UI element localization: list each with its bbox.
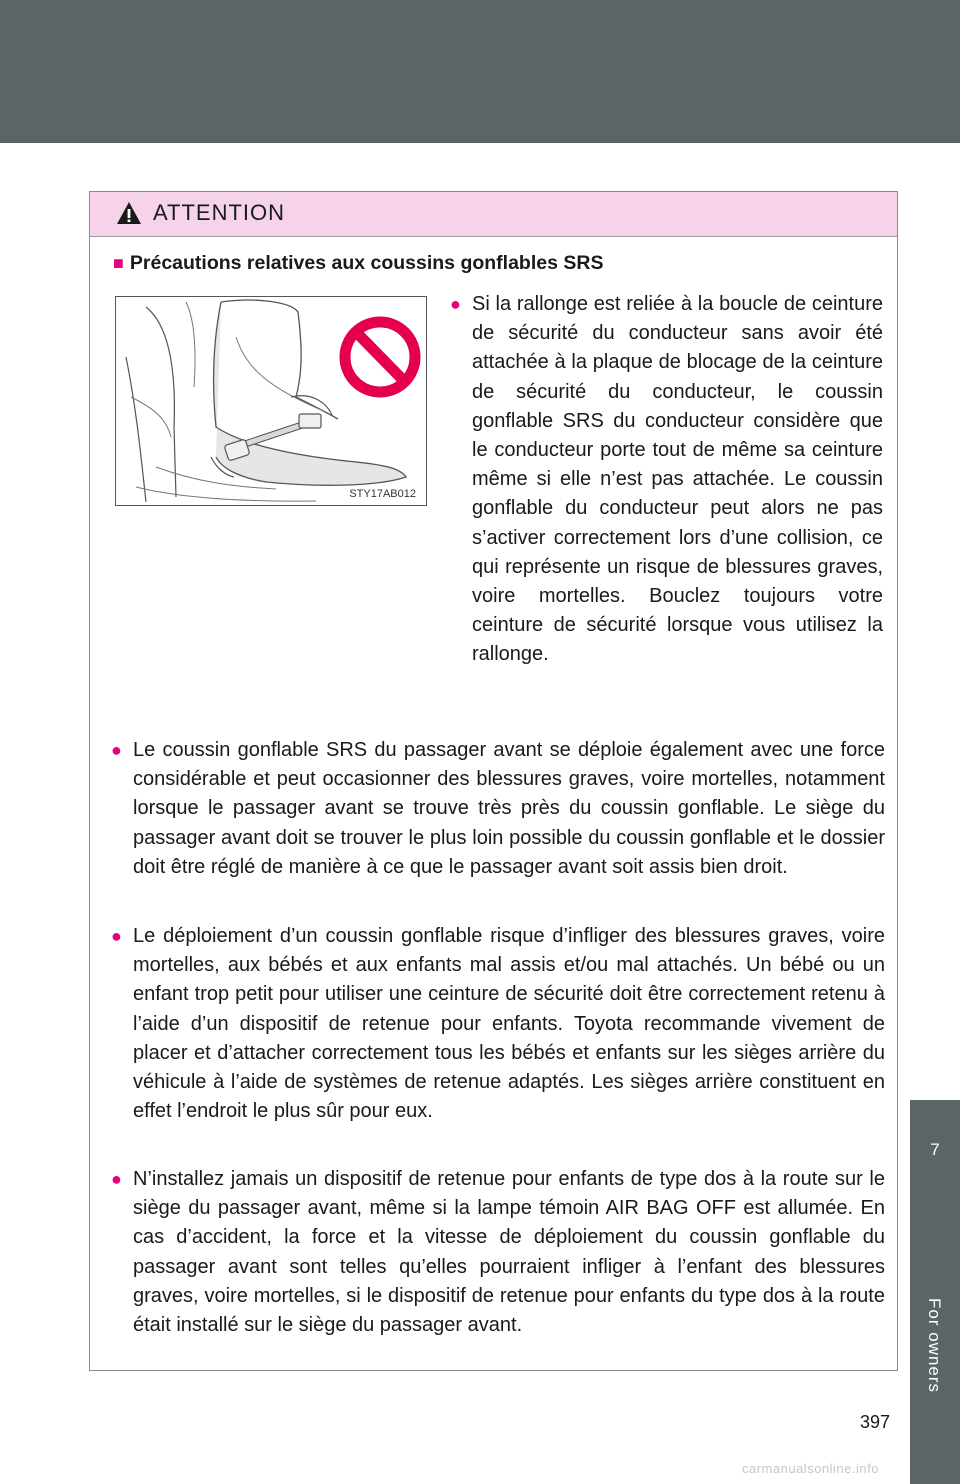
warning-triangle-icon: [115, 200, 143, 226]
page-number: 397: [859, 1412, 890, 1432]
attention-header: [90, 192, 897, 237]
circle-bullet-icon: ●: [111, 926, 122, 946]
bullet-text: Si la rallonge est reliée à la boucle de ceinture de sécurité du conducteur sans avoir été attachée à la plaque de blocage de la ceinture de sécurité du conducteur, le coussin gonflable SRS du conducteur considère que le conducteur porte tout de même sa ceinture même si elle n’est pas attachée. Le coussin gonflable du conducteur peut alors ne pas s’activer correctement lors d’une collision, ce qui représente un risque de blessures graves, voire mortelles. Bouclez toujours votre ceinture de sécurité lorsque vous utilisez la rallonge.: [472, 293, 883, 666]
attention-title: ATTENTION: [153, 200, 286, 225]
chapter-number: 7: [930, 1140, 940, 1159]
watermark: carmanualsonline.info: [742, 1461, 879, 1476]
seat-occupant-drawing: [116, 297, 426, 505]
bullet-item: [111, 1165, 885, 1340]
bullet-item: [450, 290, 883, 670]
section-heading-text: Précautions relatives aux coussins gonflables SRS: [129, 252, 604, 274]
circle-bullet-icon: ●: [111, 740, 122, 760]
section-heading: [113, 252, 603, 275]
chapter-label: For owners: [925, 1298, 944, 1394]
circle-bullet-icon: ●: [111, 1169, 122, 1189]
bullet-item: [111, 922, 885, 1126]
square-bullet-icon: ■: [113, 253, 124, 273]
circle-bullet-icon: ●: [450, 294, 461, 314]
top-band: [0, 0, 960, 143]
attention-box: [89, 191, 898, 1371]
chapter-tab: [910, 1100, 960, 1484]
figure-code: STY17AB012: [349, 488, 416, 500]
bullet-text: Le coussin gonflable SRS du passager avant se déploie également avec une force considérable et peut occasionner des blessures graves, voire mortelles, notamment lorsque le passager avant se trouve très près du coussin gonflable. Le siège du passager avant doit se trouver le plus loin possible du coussin gonflable et le dossier doit être réglé de manière à ce que le passager avant soit assis bien droit.: [133, 739, 885, 878]
bullet-text: N’installez jamais un dispositif de retenue pour enfants de type dos à la route sur le siège du passager avant, même si la lampe témoin AIR BAG OFF est allumée. En cas d’accident, la force et la vitesse de déploiement du coussin gonflable du passager avant sont telles qu’elles pourraient infliger à l’enfant des blessures graves, voire mortelles, si le dispositif de retenue pour enfants du type dos à la route était installé sur le siège du passager avant.: [133, 1168, 885, 1337]
bullet-item: [111, 736, 885, 882]
bullet-text: Le déploiement d’un coussin gonflable risque d’infliger des blessures graves, voire mortelles, aux bébés et aux enfants mal assis et/ou mal attachés. Un bébé ou un enfant trop petit pour utiliser une ceinture de sécurité doit être correctement retenu à l’aide d’un dispositif de retenue pour enfants. Toyota recommande vivement de placer et d’attacher correctement tous les bébés et enfants sur les sièges arrière du véhicule à l’aide de systèmes de retenue adaptés. Les sièges arrière constituent en effet l’endroit le plus sûr pour eux.: [133, 925, 885, 1123]
seatbelt-extender-illustration: [115, 296, 427, 506]
